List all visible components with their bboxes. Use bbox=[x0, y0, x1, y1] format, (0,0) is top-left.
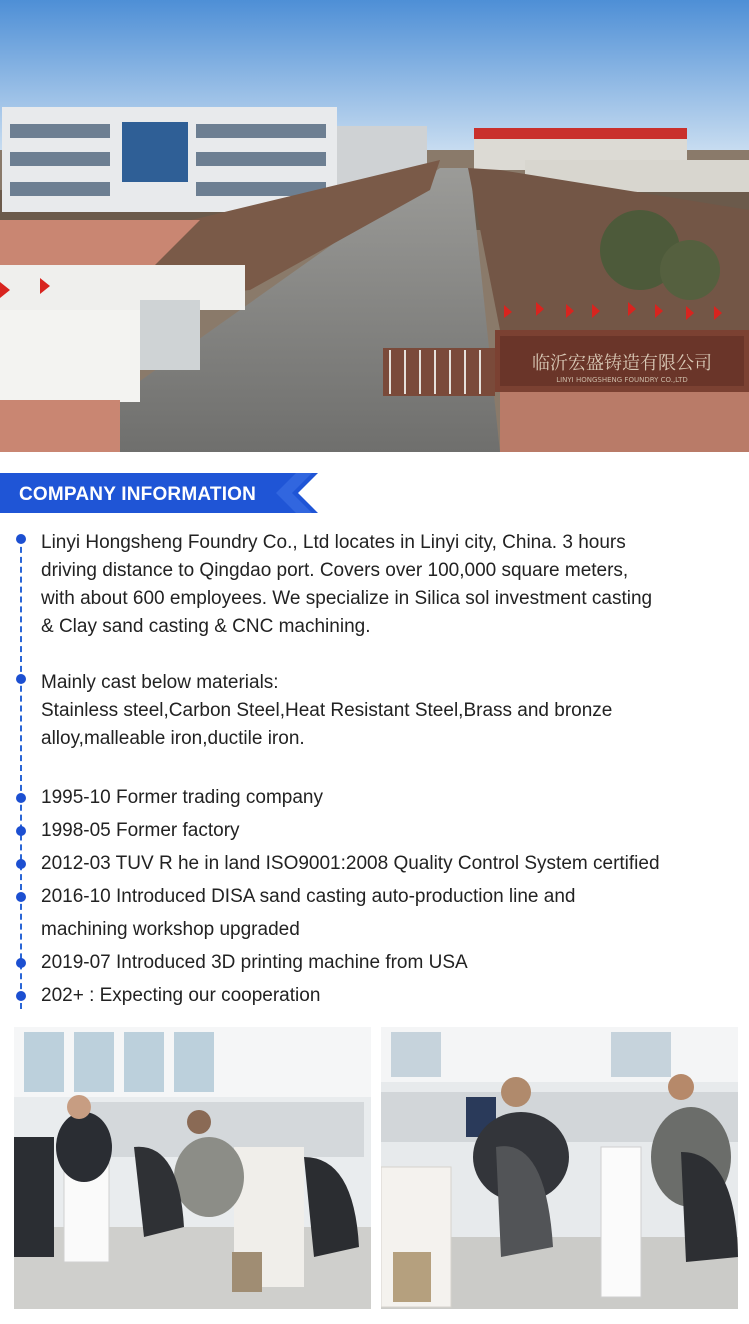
bullet-dot bbox=[16, 991, 26, 1001]
office-photo-right bbox=[381, 1027, 738, 1309]
gate-sign-text: 临沂宏盛铸造有限公司 bbox=[532, 353, 712, 374]
materials-paragraph bbox=[41, 669, 741, 753]
company-info-list bbox=[0, 523, 749, 1013]
timeline-item: 1998-05 Former factory bbox=[41, 820, 240, 841]
bullet-dot bbox=[16, 826, 26, 836]
materials-line: alloy,malleable iron,ductile iron. bbox=[41, 728, 305, 749]
intro-line: with about 600 employees. We specialize in Silica sol investment casting bbox=[41, 588, 653, 609]
timeline-item-continued: machining workshop upgraded bbox=[41, 919, 300, 940]
gate-sign-en-text: LINYI HONGSHENG FOUNDRY CO.,LTD bbox=[556, 376, 688, 384]
timeline-item: 202+ : Expecting our cooperation bbox=[41, 985, 321, 1006]
intro-paragraph bbox=[41, 529, 741, 641]
intro-line: & Clay sand casting & CNC machining. bbox=[41, 616, 371, 637]
banner-title: COMPANY INFORMATION bbox=[19, 484, 257, 505]
materials-line: Stainless steel,Carbon Steel,Heat Resistant Steel,Brass and bronze bbox=[41, 700, 613, 721]
materials-line: Mainly cast below materials: bbox=[41, 672, 279, 693]
bullet-dot bbox=[16, 958, 26, 968]
office-photo-left bbox=[14, 1027, 371, 1309]
company-information-banner bbox=[0, 473, 318, 513]
bullet-dot bbox=[16, 892, 26, 902]
bullet-dot bbox=[16, 674, 26, 684]
timeline-item: 1995-10 Former trading company bbox=[41, 787, 323, 808]
timeline-item: 2016-10 Introduced DISA sand casting auto-production line and bbox=[41, 886, 576, 907]
bullet-dot bbox=[16, 534, 26, 544]
bullet-dot bbox=[16, 793, 26, 803]
intro-line: driving distance to Qingdao port. Covers over 100,000 square meters, bbox=[41, 560, 629, 581]
intro-line: Linyi Hongsheng Foundry Co., Ltd locates in Linyi city, China. 3 hours bbox=[41, 532, 626, 553]
factory-aerial-photo bbox=[0, 0, 749, 452]
bullet-dot bbox=[16, 859, 26, 869]
timeline-item: 2019-07 Introduced 3D printing machine from USA bbox=[41, 952, 468, 973]
timeline-item: 2012-03 TUV R he in land ISO9001:2008 Quality Control System certified bbox=[41, 853, 660, 874]
timeline-dashed-line bbox=[20, 537, 22, 1009]
